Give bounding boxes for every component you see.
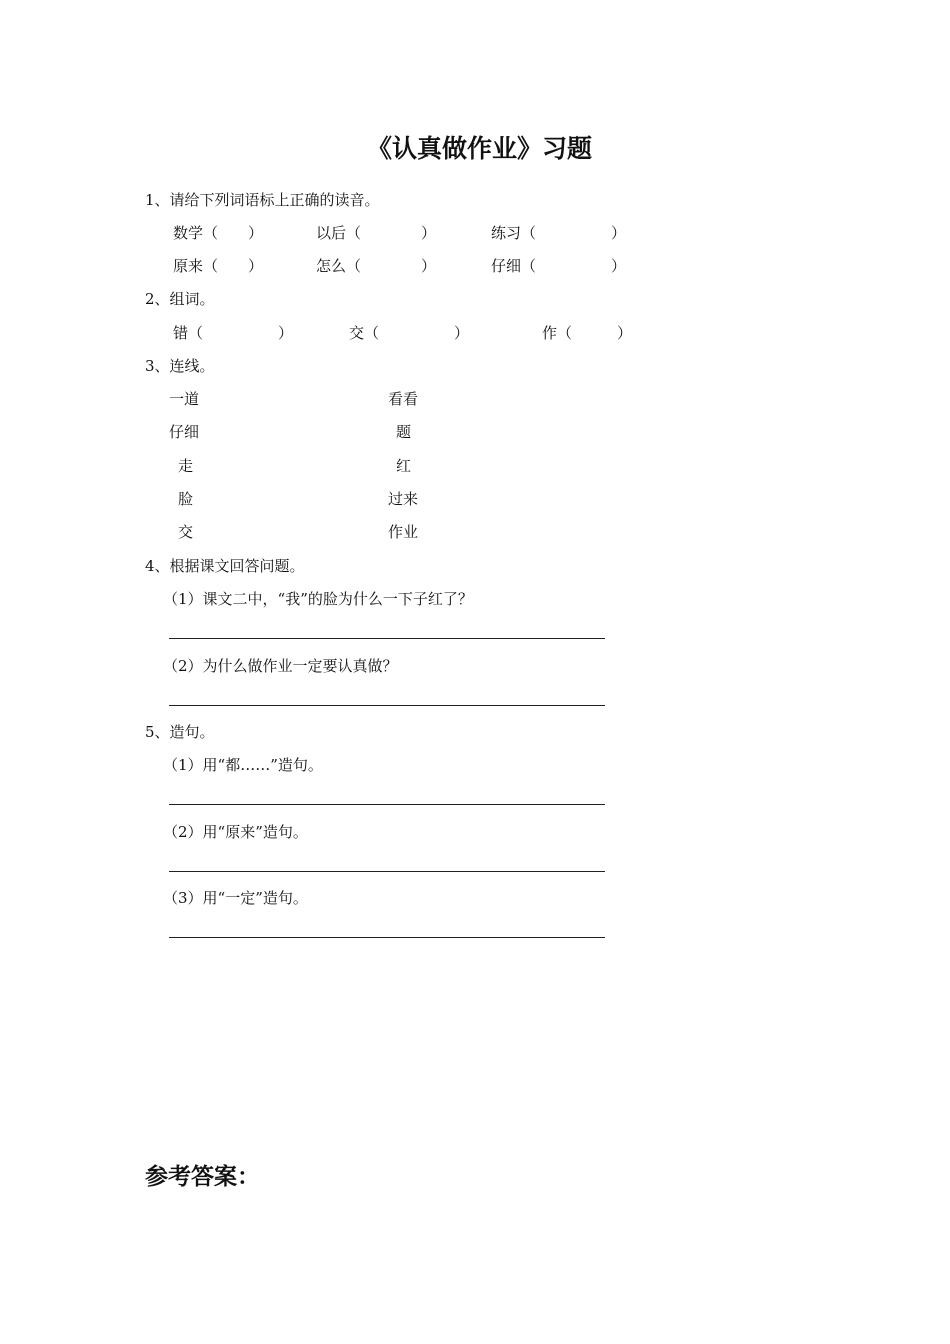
q1-word-zixi: 仔细（ ） xyxy=(491,257,627,275)
q3-right-item: 过来 xyxy=(388,490,419,508)
q4-sub1: （1）课文二中，“我”的脸为什么一下子红了？ xyxy=(163,590,473,608)
q3-right-item: 看看 xyxy=(388,390,419,408)
q1-word-yihou: 以后（ ） xyxy=(316,224,437,242)
q4-sub2: （2）为什么做作业一定要认真做？ xyxy=(163,657,398,675)
q5-sub2: （2）用“原来”造句。 xyxy=(163,823,308,841)
q2-item-zuo: 作（ ） xyxy=(542,324,633,342)
q2-heading: 2、组词。 xyxy=(145,290,215,308)
q2-item-cuo: 错（ ） xyxy=(173,324,294,342)
q3-left-item: 脸 xyxy=(178,490,194,508)
q4-heading: 4、根据课文回答问题。 xyxy=(145,557,305,575)
q3-left-item: 交 xyxy=(178,523,194,541)
q5-answer-line-3[interactable] xyxy=(169,937,605,938)
q3-heading: 3、连线。 xyxy=(145,357,215,375)
q4-answer-line-2[interactable] xyxy=(169,705,605,706)
q1-word-yuanlai: 原来（ ） xyxy=(173,257,264,275)
q3-right-item: 红 xyxy=(396,457,412,475)
q3-right-item: 作业 xyxy=(388,523,419,541)
q3-left-item: 仔细 xyxy=(169,423,200,441)
q1-word-shuxue: 数学（ ） xyxy=(173,224,264,242)
q1-word-zenme: 怎么（ ） xyxy=(316,257,437,275)
page-title: 《认真做作业》习题 xyxy=(367,134,593,163)
q5-answer-line-1[interactable] xyxy=(169,804,605,805)
q3-right-item: 题 xyxy=(396,423,412,441)
answer-heading: 参考答案： xyxy=(145,1163,260,1190)
q5-heading: 5、造句。 xyxy=(145,723,215,741)
q3-left-item: 一道 xyxy=(169,390,200,408)
q2-item-jiao: 交（ ） xyxy=(349,324,470,342)
q5-sub3: （3）用“一定”造句。 xyxy=(163,889,308,907)
q5-answer-line-2[interactable] xyxy=(169,871,605,872)
q1-word-lianxi: 练习（ ） xyxy=(491,224,627,242)
q5-sub1: （1）用“都……”造句。 xyxy=(163,756,323,774)
q1-heading: 1、请给下列词语标上正确的读音。 xyxy=(145,191,380,209)
q3-left-item: 走 xyxy=(178,457,194,475)
q4-answer-line-1[interactable] xyxy=(169,638,605,639)
